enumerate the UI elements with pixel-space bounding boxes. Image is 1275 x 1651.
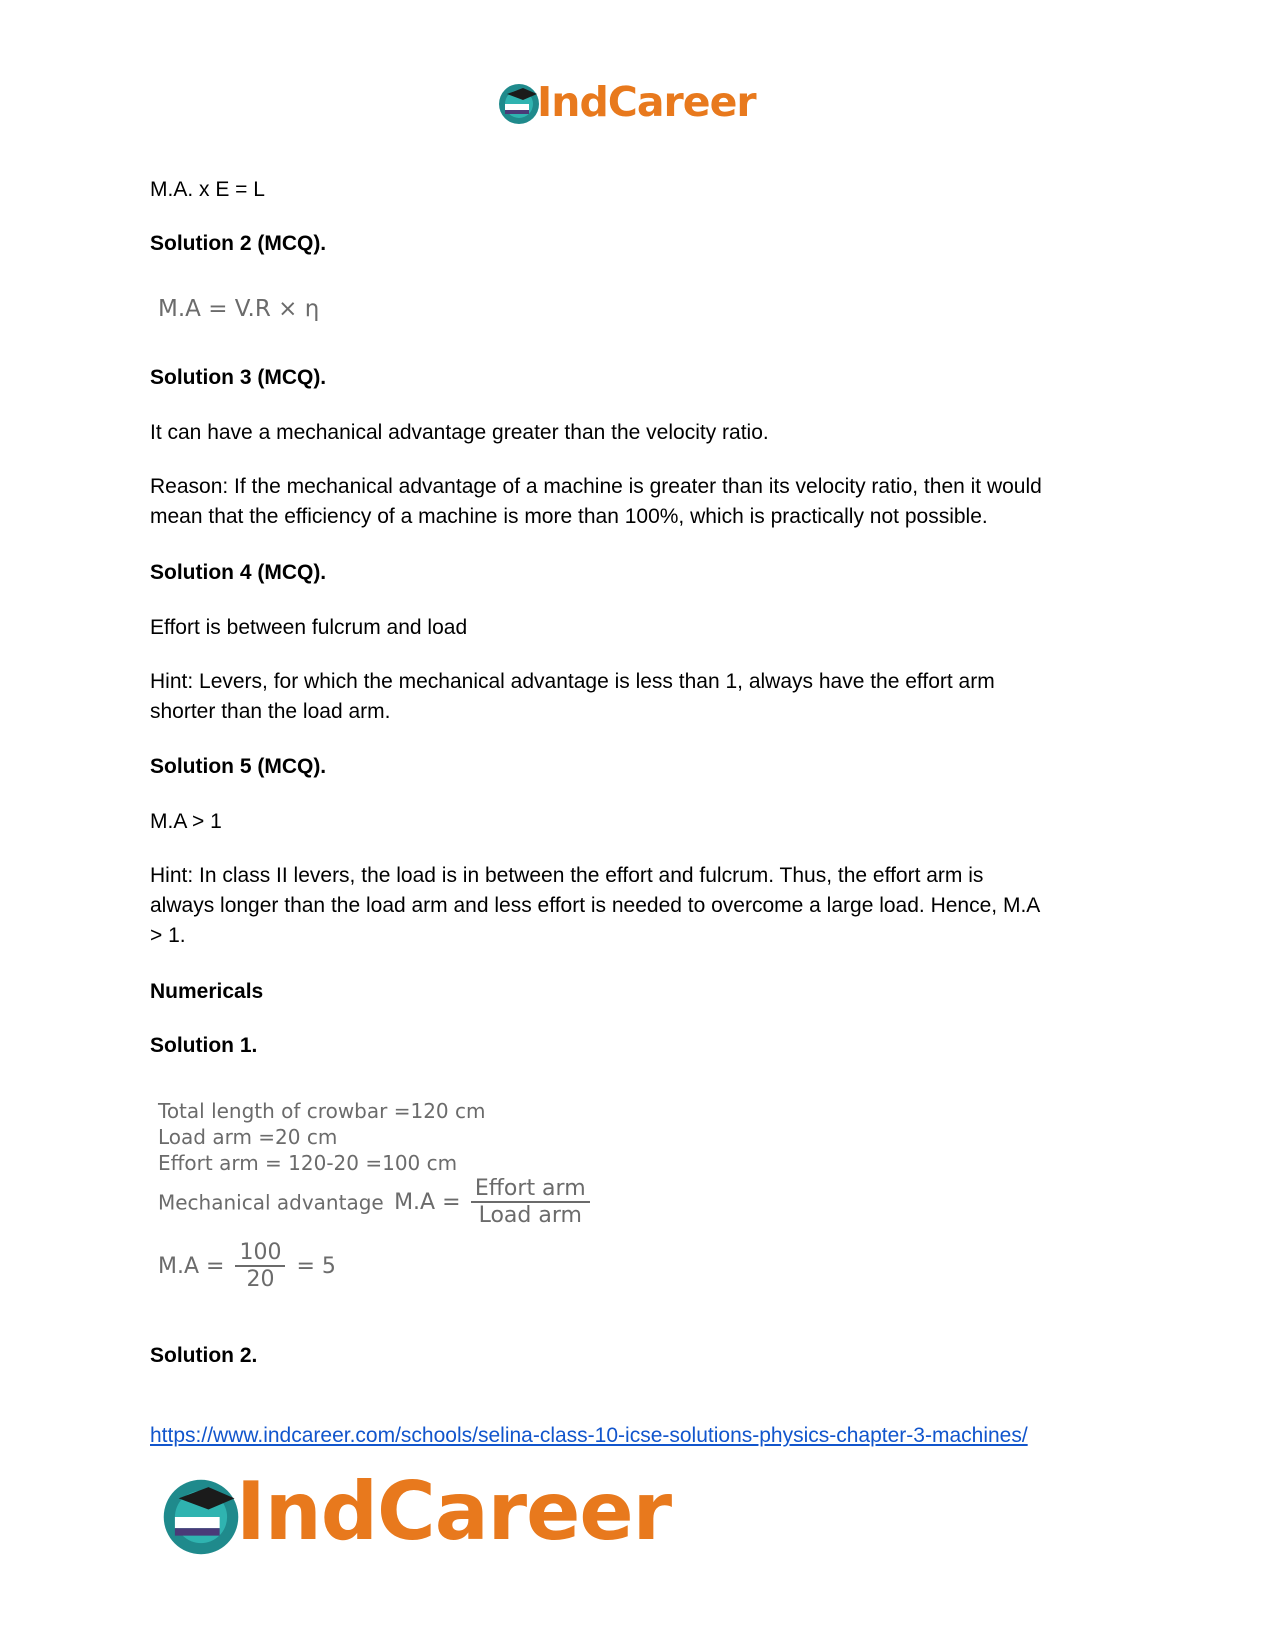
ma-calculation-fraction	[235, 1240, 285, 1293]
formula-line: M.A. x E = L	[150, 178, 265, 201]
solution-5-answer: M.A > 1	[150, 810, 222, 833]
working-line: Effort arm = 120-20 =100 cm	[158, 1151, 458, 1175]
solution-4-heading: Solution 4 (MCQ).	[150, 561, 327, 584]
fraction-numerator: 100	[235, 1240, 285, 1267]
text-line: always longer than the load arm and less effort is needed to overcome a large load. Hence, M.A	[150, 894, 1041, 917]
text-line: mean that the efficiency of a machine is more than 100%, which is practically not possible.	[150, 505, 988, 528]
footer-url-link[interactable]: https://www.indcareer.com/schools/selina-class-10-icse-solutions-physics-chapter-3-machines/	[150, 1424, 1028, 1447]
solution-5-heading: Solution 5 (MCQ).	[150, 755, 327, 778]
text-line: Reason: If the mechanical advantage of a machine is greater than its velocity ratio, then it would	[150, 475, 1042, 498]
solution-2-formula: M.A = V.R × η	[158, 296, 320, 322]
solution-3-heading: Solution 3 (MCQ).	[150, 366, 327, 389]
ma-definition-lhs: M.A =	[394, 1189, 461, 1215]
header-logo	[497, 80, 767, 128]
ma-definition	[158, 1176, 590, 1229]
fraction-numerator: Effort arm	[471, 1176, 590, 1203]
ma-definition-prefix: Mechanical advantage	[158, 1190, 384, 1215]
solution-3-answer: It can have a mechanical advantage greater than the velocity ratio.	[150, 421, 769, 444]
solution-2-heading: Solution 2 (MCQ).	[150, 232, 327, 255]
numerical-solution-1-heading: Solution 1.	[150, 1034, 258, 1057]
working-line: Load arm =20 cm	[158, 1125, 338, 1149]
header-logo-text: IndCareer	[537, 78, 756, 126]
numericals-heading: Numericals	[150, 980, 264, 1003]
solution-5-hint	[150, 861, 1135, 951]
ma-calculation	[158, 1240, 336, 1293]
text-line: Hint: In class II levers, the load is in between the effort and fulcrum. Thus, the effort arm is	[150, 864, 984, 887]
solution-3-reason	[150, 472, 1135, 532]
logo-globe-icon	[497, 82, 541, 126]
fraction-denominator: Load arm	[478, 1203, 582, 1229]
ma-calculation-rhs: = 5	[296, 1253, 336, 1279]
numerical-solution-1-working	[158, 1098, 598, 1298]
footer-logo-text: IndCareer	[236, 1465, 672, 1558]
logo-globe-icon	[160, 1476, 242, 1558]
solution-4-hint	[150, 667, 1135, 727]
fraction-denominator: 20	[246, 1267, 275, 1293]
solution-4-answer: Effort is between fulcrum and load	[150, 616, 468, 639]
numerical-solution-2-heading: Solution 2.	[150, 1344, 258, 1367]
text-line: > 1.	[150, 924, 186, 947]
footer-logo	[160, 1465, 700, 1560]
text-line: Hint: Levers, for which the mechanical advantage is less than 1, always have the effort arm	[150, 670, 995, 693]
text-line: shorter than the load arm.	[150, 700, 391, 723]
ma-definition-fraction	[471, 1176, 590, 1229]
working-line: Total length of crowbar =120 cm	[158, 1099, 486, 1123]
ma-calculation-lhs: M.A =	[158, 1253, 225, 1279]
